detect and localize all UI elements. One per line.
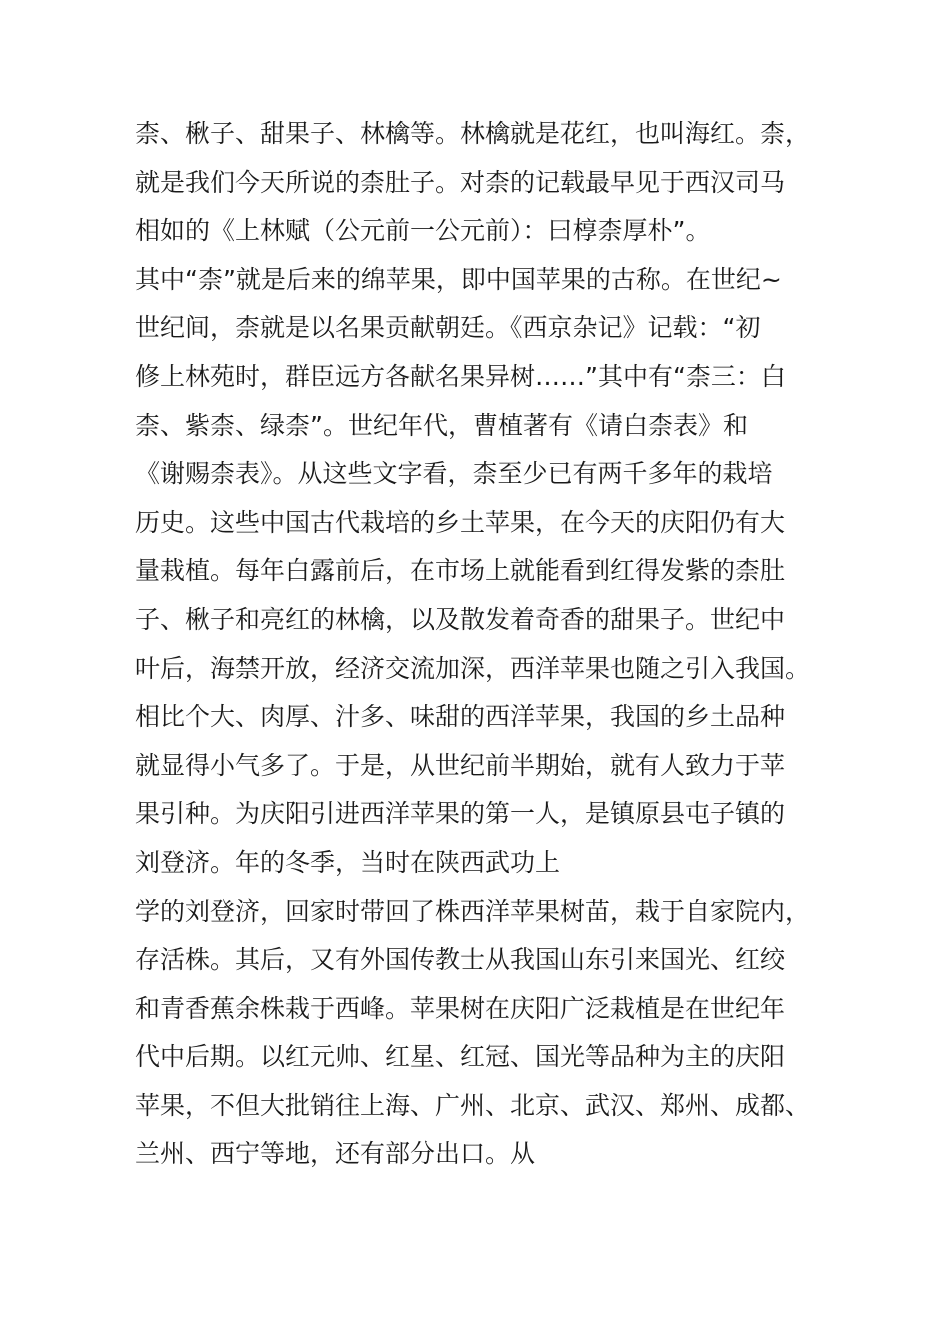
text-line: 苹果，不但大批销往上海、广州、北京、武汉、郑州、成都、 (135, 1090, 811, 1120)
text-line: 其中“柰”就是后来的绵苹果，即中国苹果的古称。在世纪~ (135, 264, 782, 294)
text-line: 叶后，海禁开放，经济交流加深，西洋苹果也随之引入我国。 (135, 653, 811, 683)
text-line: 修上林苑时，群臣远方各献名果异树……”其中有“柰三：白 (135, 361, 786, 391)
text-line: 和青香蕉余株栽于西峰。苹果树在庆阳广泛栽植是在世纪年 (135, 993, 786, 1023)
text-line: 存活株。其后，又有外国传教士从我国山东引来国光、红绞 (135, 945, 786, 975)
text-line: 《谢赐柰表》。从这些文字看，柰至少已有两千多年的栽培 (135, 459, 773, 489)
text-line: 柰、紫柰、绿柰”。世纪年代，曹植著有《请白柰表》和 (135, 410, 748, 440)
text-line: 相如的《上林赋（公元前一公元前）：曰椁柰厚朴”。 (135, 216, 711, 246)
text-line: 就显得小气多了。于是，从世纪前半期始，就有人致力于苹 (135, 750, 786, 780)
text-line: 子、楸子和亮红的林檎，以及散发着奇香的甜果子。世纪中 (135, 604, 786, 634)
text-line: 相比个大、肉厚、汁多、味甜的西洋苹果，我国的乡土品种 (135, 702, 786, 732)
text-line: 代中后期。以红元帅、红星、红冠、国光等品种为主的庆阳 (135, 1042, 786, 1072)
text-line: 历史。这些中国古代栽培的乡土苹果，在今天的庆阳仍有大 (135, 507, 786, 537)
text-line: 学的刘登济，回家时带回了株西洋苹果树苗，栽于自家院内， (135, 896, 811, 926)
text-line: 刘登济。年的冬季，当时在陕西武功上 (135, 847, 561, 877)
text-line: 世纪间，柰就是以名果贡献朝廷。《西京杂记》记载：“初 (135, 313, 761, 343)
text-line: 就是我们今天所说的柰肚子。对柰的记载最早见于西汉司马 (135, 167, 786, 197)
text-line: 果引种。为庆阳引进西洋苹果的第一人，是镇原县屯子镇的 (135, 799, 786, 829)
text-line: 兰州、西宁等地，还有部分出口。从 (135, 1139, 536, 1169)
text-line: 柰、楸子、甜果子、林檎等。林檎就是花红，也叫海红。柰， (135, 119, 811, 148)
text-line: 量栽植。每年白露前后，在市场上就能看到红得发紫的柰肚 (135, 556, 786, 586)
body-text (135, 110, 835, 1179)
